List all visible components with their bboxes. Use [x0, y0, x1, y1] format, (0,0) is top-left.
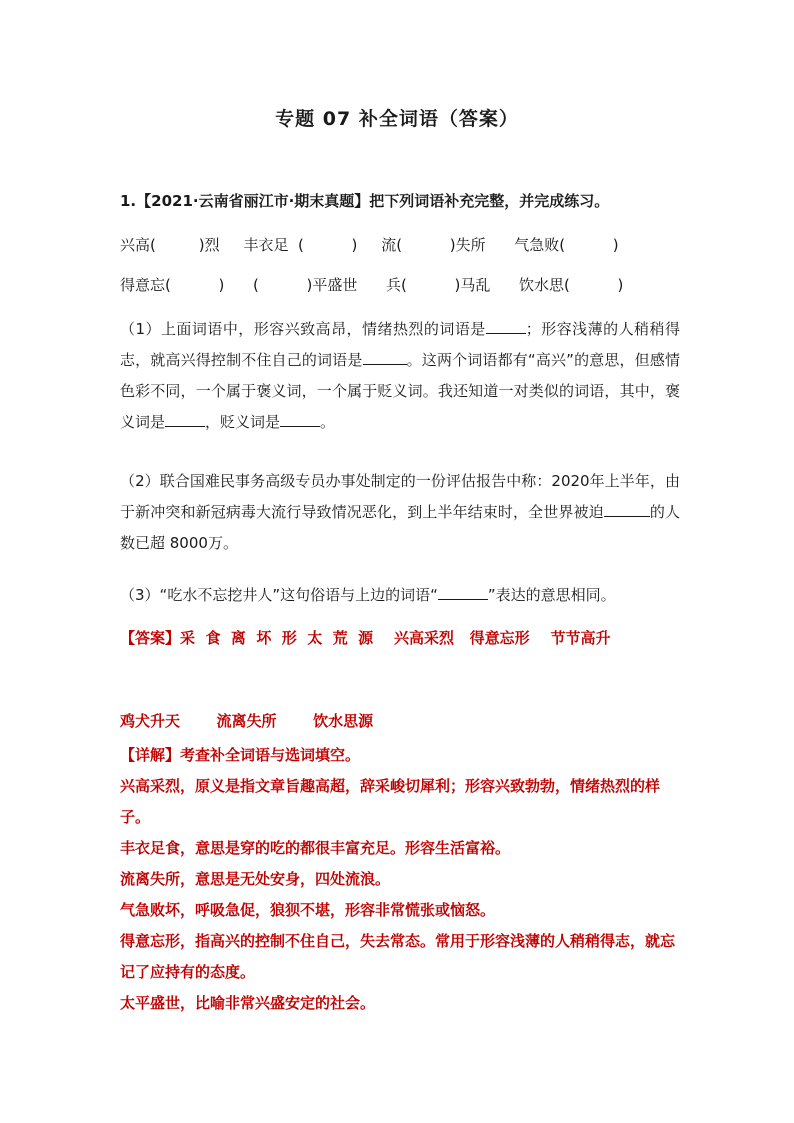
subquestion-3-text-a: （3）“吃水不忘挖井人”这句俗语与上边的词语“	[120, 586, 438, 604]
answer-blank	[280, 412, 320, 427]
subquestion-1	[120, 314, 680, 438]
answer-blank	[438, 585, 488, 600]
subquestion-3-text-b: ”表达的意思相同。	[487, 586, 616, 604]
detail-item: 气急败坏，呼吸急促，狼狈不堪，形容非常慌张或恼怒。	[120, 901, 496, 919]
detail-heading: 【详解】考查补全词语与选词填空。	[120, 746, 361, 764]
page-title: 专题 07 补全词语（答案）	[275, 108, 519, 130]
detail-item: 得意忘形，指高兴的控制不住自己，失去常态。常用于形容浅薄的人稍稍得志，就忘记了应持有的态度。	[120, 932, 676, 981]
answer-blank	[165, 412, 205, 427]
subquestion-1-text-e: 。	[320, 413, 336, 431]
subquestion-2-text-a: （2）联合国难民事务高级专员办事处制定的一份评估报告中称：2020年上半年，由于新冲突和新冠病毒大流行导致情况恶化，到上半年结束时，全世界被迫	[120, 472, 680, 521]
answer-blank	[604, 502, 650, 517]
answer-blank	[363, 350, 407, 365]
subquestion-1-text-d: ，贬义词是	[205, 413, 281, 431]
subquestion-2	[120, 466, 680, 559]
subquestion-3	[120, 580, 680, 611]
question-heading: 1.【2021·云南省丽江市·期末真题】把下列词语补充完整，并完成练习。	[120, 192, 610, 210]
subquestion-1-text-a: （1）上面词语中，形容兴致高昂，情绪热烈的词语是	[120, 320, 486, 338]
subquestion-1-text-b: ；形容浅薄的人稍稍得志，就高兴得控制不住自己的词语是	[120, 320, 680, 369]
answer-line-1: 【答案】采 食 离 坏 形 太 荒 源 兴高采烈 得意忘形 节节高升	[120, 629, 611, 647]
word-row-1: 兴高( )烈 丰衣足 ( ) 流( )失所 气急败( )	[120, 236, 619, 254]
detail-section	[120, 740, 680, 1019]
subquestion-1-text-c: 。这两个词语都有“高兴”的意思，但感情色彩不同，一个属于褒义词，一个属于贬义词。我还知道一对类似的词语，其中，褒义词是	[120, 351, 680, 431]
answer-blank	[486, 319, 526, 334]
detail-item: 流离失所，意思是无处安身，四处流浪。	[120, 870, 391, 888]
subquestion-2-text-b: 的人数已超 8000万。	[120, 503, 680, 552]
detail-item: 丰衣足食，意思是穿的吃的都很丰富充足。形容生活富裕。	[120, 839, 511, 857]
detail-item: 兴高采烈，原义是指文章旨趣高超，辞采峻切犀利；形容兴致勃勃，情绪热烈的样子。	[120, 777, 661, 826]
word-row-2: 得意忘( ) ( )平盛世 兵( )马乱 饮水思( )	[120, 276, 624, 294]
detail-item: 太平盛世，比喻非常兴盛安定的社会。	[120, 994, 376, 1012]
answer-line-2: 鸡犬升天 流离失所 饮水思源	[120, 712, 374, 730]
